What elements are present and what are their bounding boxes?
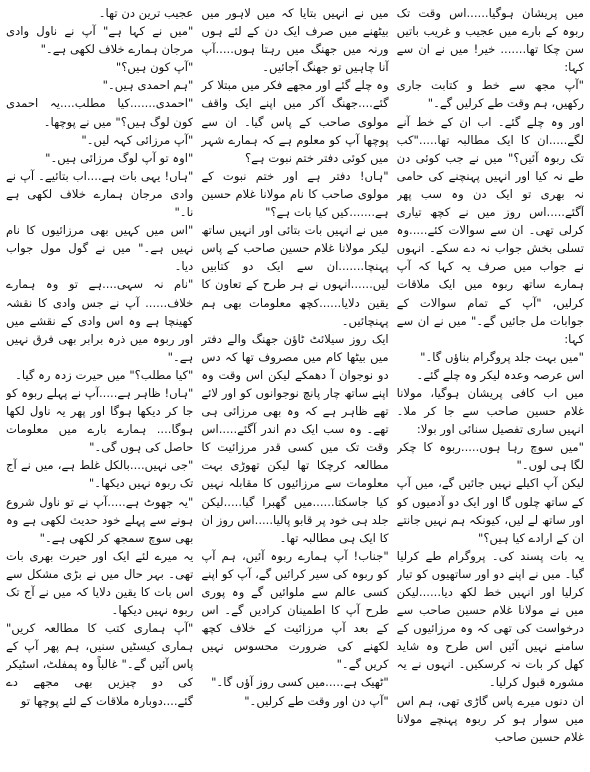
paragraph: "میں نے کہا ہے" آپ نے ناول وادی مرجان ہمارے خلاف لکھی ہے۔" <box>6 24 194 57</box>
paragraph: "ہم احمدی ہیں۔" <box>102 78 194 93</box>
paragraph: "کیا مطلب؟" میں حیرت زدہ رہ گیا۔ <box>15 367 194 382</box>
paragraph: "نام نہ سہی....ہے تو وہ ہمارے خلاف...... آپ نے جس وادی کا نقشہ کھینچا ہے وہ اس وادی کے نقشے میں اور ربوہ میں ذرہ برابر بھی فرق نہیں ہے۔" <box>6 277 194 364</box>
paragraph: ایک روز سیلائٹ ٹاؤن جھنگ والے دفتر میں بیٹھا کام میں مصروف تھا کہ دس دو نوجوان آ دھمکے لیکن اس وقت وہ اپنے ساتھ چار پانچ نوجوانوں کو اور لائے تھے ظاہر ہے کہ وہ بھی مرزائی ہی تھے۔ وہ سب ایک دم اندر آگئے.....اس وقت تک میں کسی قدر مرزائیت کا مطالعہ کرچکا تھا لیکن تھوڑی بہت معلومات سے مرزائیوں کا مقابلہ نہیں کیا جاسکتا......میں گھبرا گیا.....لیکن جلد ہی خود پر قابو پالیا.....اس روز ان کا ایک ہی مطالبہ تھا۔ <box>201 331 389 545</box>
paragraph: "اس میں کہیں بھی مرزائیوں کا نام نہیں ہے۔" میں نے گول مول جواب دیا۔ <box>6 223 194 274</box>
paragraph: "ہاں! دفتر ہے اور ختم نبوت کے مولوی صاحب کا نام مولانا غلام حسین ہے.......کیں کیا بات ہے؟" <box>201 168 389 220</box>
paragraph: اور وہ چلے گئے۔ اب ان کے خط آنے لگے.....ان کا ایک مطالبہ تھا....."کب تک ربوہ آئیں؟" میں نے جب کوئی دن طے نہ کیا اور انہیں پہنچنے کی حامی نہ بھری تو ایک دن وہ سب پھر آگئے.....اس روز میں نے کچھ تیاری کرلی تھی۔ ان سے سوالات کئے.....وہ تسلی بخش جواب نہ دے سکے۔ انہوں نے جواب میں صرف یہ کہا کہ آپ ہمارے ساتھ ربوہ میں ایک ملاقات کرلیں، "آپ کے تمام سوالات کے جوابات مل جائیں گے۔" میں نے ان سے کہا: <box>396 114 584 346</box>
paragraph: "یہ جھوٹ ہے.....آپ نے تو ناول شروع ہونے سے پہلے خود حدیث لکھی ہے وہ بھی سوچ سمجھ کر لکھی ہے۔" <box>6 494 194 545</box>
paragraph: "آپ مرزائی کہہ لیں۔" <box>81 132 194 147</box>
paragraph: "جی نہیں....بالکل غلط ہے، میں نے آج تک ربوہ نہیں دیکھا۔" <box>6 458 194 491</box>
paragraph: یہ بات پسند کی۔ پروگرام طے کرلیا گیا۔ میں نے اپنے دو اور ساتھیوں کو تیار کرلیا اور انہیں خط لکھ دیا......لیکن میں نے مولانا غلام حسین صاحب سے درخواست کی تھی کہ وہ مرزائیوں کے سامنے نہیں آئیں اس طرح وہ شاید کھل کر بات نہ کرسکیں۔ انہوں نے یہ مشورہ قبول کرلیا۔ <box>396 548 584 690</box>
paragraph: اس عرصہ وعدہ لیکر وہ چلے گئے۔ <box>416 367 584 382</box>
column-right <box>6 4 193 768</box>
paragraph: میں اب کافی پریشان ہوگیا، مولانا غلام حسین صاحب سے جا کر ملا۔ انہیں ساری تفصیل سنائی اور بولا: <box>396 385 584 437</box>
paragraph: "آپ کون ہیں؟" <box>115 60 194 75</box>
paragraph: عجیب ترین دن تھا۔ <box>98 6 194 20</box>
paragraph: میں پریشان ہوگیا......اس وقت تک ربوہ کے بارے میں عجیب و غریب باتیں سن چکا تھا....... خیر! میں نے ان سے کہا: <box>396 6 584 75</box>
paragraph: لیکن آپ اکیلے نہیں جائیں گے، میں آپ کے ساتھ چلوں گا اور ایک دو آدمیوں کو اور ساتھ لے لیں، کیونکہ ہم نہیں جانتے ان کے ارادے کیا ہیں؟" <box>396 476 584 545</box>
paragraph: "ہاں! ظاہر ہے.....آپ نے پہلے ربوہ کو جا کر دیکھا ہوگا اور پھر یہ ناول لکھا ہوگا.... ہمارے بارے میں معلومات حاصل کی ہوں گی۔" <box>6 385 194 455</box>
paragraph: "میں سوچ رہا ہوں.....ربوہ کا چکر لگا ہی لوں۔" <box>396 440 584 473</box>
paragraph: "آپ مجھ سے خط و کتابت جاری رکھیں، ہم وقت طے کرلیں گے۔" <box>396 78 584 111</box>
paragraph: "احمدی.......کیا مطلب....یہ احمدی کون لوگ ہیں؟" میں نے پوچھا۔ <box>6 96 194 129</box>
paragraph: میں نے انہیں بات بتائی اور انہیں ساتھ لیکر مولانا غلام حسین صاحب کے پاس پہنچا.......ان سے ایک دو کتابیں لیں......انہوں نے ہر طرح کے تعاون کا یقین دلایا......کچھ معلومات بھی ہم پہنچائیں۔ <box>201 223 389 328</box>
paragraph: "آپ دن اور وقت طے کرلیں۔" <box>244 693 389 708</box>
column-middle <box>201 4 388 768</box>
paragraph: میں نے انہیں بتایا کہ میں لاہور میں بیٹھنے میں صرف ایک دن کے لئے ہوں ورنہ میں جھنگ میں رہتا ہوں.....آپ آنا چاہیں تو جھنگ آجائیں۔ <box>201 6 389 75</box>
paragraph: "میں بہت جلد پروگرام بناؤں گا۔" <box>420 349 584 364</box>
paragraph: "جناب! آپ ہمارے ربوہ آئیں، ہم آپ کو ربوہ کی سیر کرائیں گے، آپ کو اپنے کسی عالم سے ملوائیں گے وہ پوری طرح آپ کا اطمینان کرادیں گے۔ اس کے بعد آپ مرزائیت کے خلاف کچھ لکھنے کی ضرورت محسوس نہیں کریں گے۔" <box>201 548 389 672</box>
paragraph: "ٹھیک ہے.....میں کسی روز آؤں گا۔" <box>211 675 389 690</box>
paragraph: ان دنوں میرے پاس گاڑی تھی، ہم اس میں سوار ہو کر ربوہ پہنچے مولانا غلام حسین صاحب <box>396 693 584 744</box>
paragraph: "اوہ تو آپ لوگ مرزائی ہیں۔" <box>45 150 194 165</box>
paragraph: "ہاں! یہی بات ہے....اب بتائیے۔ آپ نے وادی مرجان ہمارے خلاف لکھی ہے نا۔" <box>6 168 194 220</box>
paragraph: وہ چلے گئے اور مجھے فکر میں مبتلا کر گئے....جھنگ آکر میں اپنے ایک واقف مولوی صاحب کے پاس گیا۔ ان سے پوچھا آپ کو معلوم ہے کہ ہمارے شہر میں کوئی دفتر ختم نبوت ہے؟ <box>201 78 389 165</box>
paragraph: یہ میرے لئے ایک اور حیرت بھری بات تھی۔ بہر حال میں نے بڑی مشکل سے اس بات کا یقین دلایا کہ میں نے آج تک ربوہ نہیں دیکھا۔ <box>6 548 194 618</box>
column-left <box>397 4 584 768</box>
paragraph: "آپ ہماری کتب کا مطالعہ کریں" ہماری کیسٹیں سنیں، ہم پھر آپ کے پاس آئیں گے۔" غالباً وہ پمفلٹ، اسٹیکر کی دو چیزیں بھی مجھے دے گئے....دوبارہ ملاقات کے لئے پوچھا تو <box>6 621 194 708</box>
